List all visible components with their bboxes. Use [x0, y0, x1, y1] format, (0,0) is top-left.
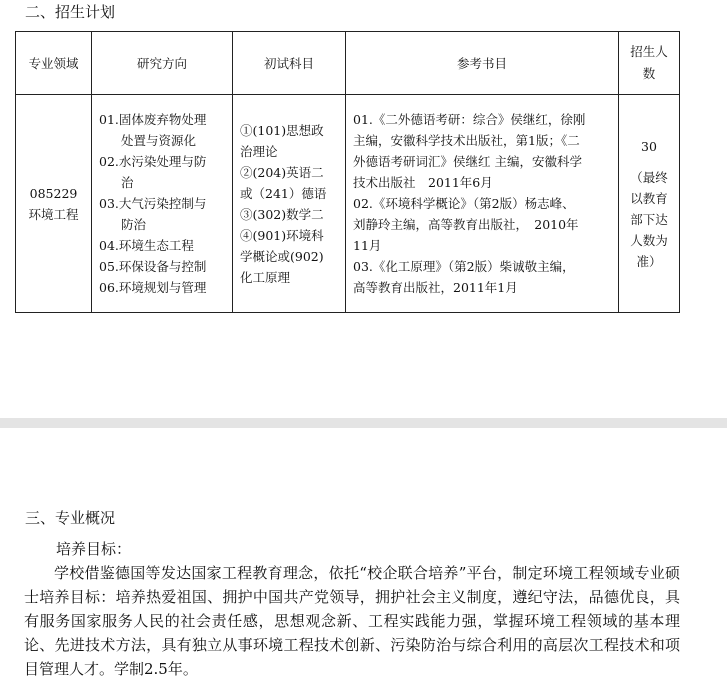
- cell-quota: [619, 95, 680, 313]
- subjects-list: [233, 120, 345, 288]
- quota-note-line: 以教育: [630, 190, 668, 206]
- enrollment-plan-table: [15, 31, 680, 313]
- header-subjects: 初试科目: [233, 32, 346, 95]
- page-separator: [0, 418, 727, 428]
- quota-number: 30: [641, 138, 657, 154]
- references-list: [346, 109, 618, 298]
- cell-field: [16, 95, 92, 313]
- cell-directions: [92, 95, 233, 313]
- header-field: 专业领域: [16, 32, 92, 95]
- table-header-row: [16, 32, 680, 95]
- direction-line-continued: 防治: [121, 217, 147, 232]
- page-bottom: [0, 428, 727, 679]
- direction-line: 03.大气污染控制与: [99, 196, 207, 211]
- subject-line: ①(101)思想政: [240, 122, 324, 138]
- direction-item: [92, 256, 232, 277]
- field-code: 085229: [29, 185, 78, 201]
- reference-line: 主编，安徽科学技术出版社，第1版；《二: [353, 133, 580, 148]
- header-references: 参考书目: [346, 32, 619, 95]
- subject-line: 或（241）德语: [240, 185, 327, 201]
- direction-item: [92, 193, 232, 235]
- direction-line: 01.固体废弃物处理: [99, 112, 207, 127]
- subject-line: 化工原理: [240, 269, 291, 285]
- direction-item: [92, 109, 232, 151]
- direction-line: 02.水污染处理与防: [99, 154, 207, 169]
- direction-line-continued: 处置与资源化: [121, 133, 197, 148]
- subject-line: 治理论: [240, 143, 278, 159]
- reference-line: 高等教育出版社，2011年1月: [353, 280, 518, 295]
- reference-line: 技术出版社 2011年6月: [353, 175, 493, 190]
- header-quota: [619, 32, 680, 95]
- header-direction: 研究方向: [92, 32, 233, 95]
- directions-list: [92, 109, 232, 298]
- cell-references: [346, 95, 619, 313]
- direction-line: 06.环境规划与管理: [99, 280, 207, 295]
- cell-subjects: [233, 95, 346, 313]
- direction-line: 05.环保设备与控制: [99, 259, 207, 274]
- direction-line: 04.环境生态工程: [99, 238, 194, 253]
- subject-line: ③(302)数学二: [240, 206, 324, 222]
- direction-item: [92, 235, 232, 256]
- direction-line-continued: 治: [121, 175, 134, 190]
- quota-note-line: 人数为: [630, 232, 668, 248]
- subheading-training-goal: 培养目标：: [56, 540, 132, 558]
- subject-line: ④(901)环境科: [240, 227, 324, 243]
- quota-note-line: （最终: [630, 169, 668, 185]
- direction-item: [92, 277, 232, 298]
- quota-note-line: 部下达: [630, 211, 668, 227]
- subject-line: ②(204)英语二: [240, 164, 324, 180]
- section-heading-program-overview: 三、专业概况: [25, 509, 116, 527]
- header-quota-label: 招生人数: [630, 44, 668, 81]
- direction-item: [92, 151, 232, 193]
- reference-line: 02.《环境科学概论》（第2版）杨志峰、: [353, 196, 575, 211]
- reference-line: 外德语考研词汇》侯继红 主编，安徽科学: [353, 154, 582, 169]
- training-goal-paragraph: 学校借鉴德国等发达国家工程教育理念，依托“校企联合培养”平台，制定环境工程领域专业硕士培养目标：培养热爱祖国、拥护中国共产党领导，拥护社会主义制度，遵纪守法，品德优良，具有服务国家服务人民的社会责任感，思想观念新、工程实践能力强，掌握环境工程领域的基本理论、先进技术方法，具有独立从事环境工程技术创新、污染防治与综合利用的高层次工程技术和项目管理人才。学制2.5年。: [24, 564, 680, 678]
- section-heading-enrollment-plan: 二、招生计划: [25, 3, 116, 21]
- reference-line: 刘静玲主编，高等教育出版社， 2010年: [353, 217, 579, 232]
- field-name: 环境工程: [28, 206, 79, 222]
- reference-line: 11月: [353, 238, 382, 253]
- reference-line: 03.《化工原理》（第2版）柴诚敬主编，: [353, 259, 575, 274]
- table-row: [16, 95, 680, 313]
- quota-note-line: 准）: [636, 253, 662, 269]
- subject-line: 学概论或(902): [240, 248, 324, 264]
- quota-box: [619, 136, 679, 272]
- reference-line: 01.《二外德语考研：综合》侯继红，徐刚: [353, 112, 586, 127]
